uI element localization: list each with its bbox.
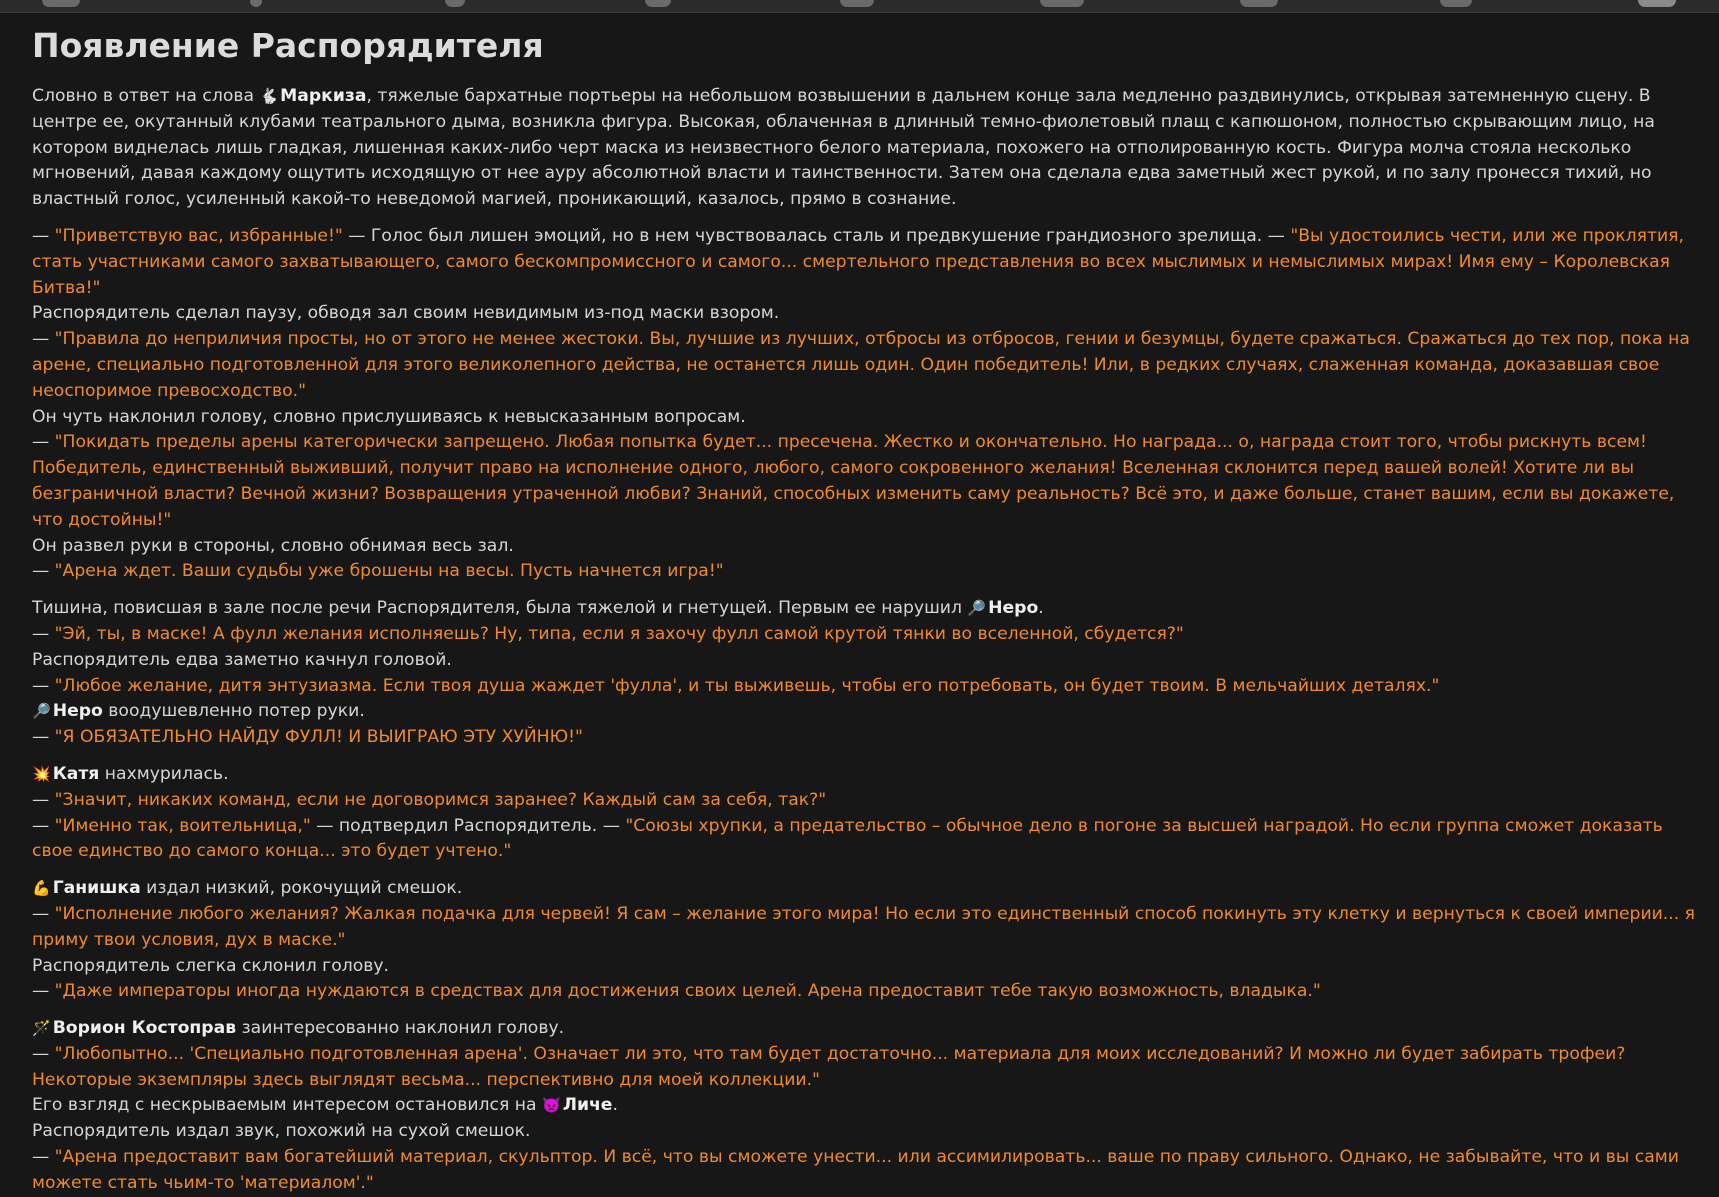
quote: "Даже императоры иногда нуждаются в средствах для достижения своих целей. Арена предоставит тебе такую возможность, владыка." xyxy=(54,981,1321,1002)
panel-icon[interactable] xyxy=(1040,0,1084,7)
character-name: Неро xyxy=(52,701,103,722)
narration: Распорядитель издал звук, похожий на сухой смешок. xyxy=(32,1121,531,1142)
katya-block: 💥 Катя нахмурилась. — "Значит, никаких команд, если не договоримся заранее? Каждый сам за себя, так?" — "Именно так, воительница," — подтвердил Распорядитель. — "Союзы хрупки, а предательство – обычное дело в погоне за высшей наградой. Но если группа сможет доказать свое единство до самого конца... это будет учтено." xyxy=(32,763,1663,862)
wand-emoji-icon: 🪄 xyxy=(32,1019,51,1038)
ganishka-block: 💪 Ганишка издал низкий, рокочущий смешок. — "Исполнение любого желания? Жалкая подачка для червей! Я сам – желание этого мира! Но если это единственный способ покинуть эту клетку и вернуться к своей империи... я приму твои условия, дух в маске." Распорядитель слегка склонил голову. — "Даже императоры иногда нуждаются в средствах для достижения своих целей. Арена предоставит тебе такую возможность, владыка." xyxy=(32,876,1704,1005)
chat-message xyxy=(32,20,1704,1197)
character-name: Неро xyxy=(988,598,1039,619)
narration: Он развел руки в стороны, словно обнимая весь зал. xyxy=(32,535,514,556)
narration: Распорядитель слегка склонил голову. xyxy=(32,955,389,976)
quote: "Правила до неприличия просты, но от этого не менее жестоки. Вы, лучшие из лучших, отбросы из отбросов, гении и безумцы, будете сражаться. Сражаться до тех пор, пока на арене, специально подготовленной для этого великолепного действа, не останется лишь один. Один победитель! Или, в редких случаях, слаженная команда, доказавшая свое неоспоримое превосходство." xyxy=(32,329,1690,401)
cubes-icon[interactable] xyxy=(840,0,874,7)
pin-icon[interactable] xyxy=(250,0,262,7)
intro-paragraph: Словно в ответ на слова 🐇 Маркиза, тяжелые бархатные портьеры на небольшом возвышении в дальнем конце зала медленно раздвинулись, открывая затемненную сцену. В центре ее, окутанный клубами театрального дыма, возникла фигура. Высокая, облаченная в длинный темно-фиолетовый плащ с капюшоном, полностью скрывающим лицо, на котором виднелась лишь гладкая, лишенная каких-либо черт маска из неизвестного белого материала, похожего на отполированную кость. Фигура молча стояла несколько мгновений, давая каждому ощутить исходящую от нее ауру абсолютной власти и таинственности. Затем она сделала едва заметный жест рукой, и по залу пронесся тихий, но властный голос, усиленный какой-то неведомой магией, проникающий, казалось, прямо в сознание. xyxy=(32,86,1655,210)
box-icon[interactable] xyxy=(1240,0,1278,7)
magnifier-emoji-icon: 🔎 xyxy=(967,599,987,618)
nero-block: Тишина, повисшая в зале после речи Распорядителя, была тяжелой и гнетущей. Первым ее нарушил 🔎 Неро. — "Эй, ты, в маске! А фулл желания исполняешь? Ну, типа, если я захочу фулл самой крутой тянки во вселенной, сбудется?" Распорядитель едва заметно качнул головой. — "Любое желание, дитя энтузиазма. Если твоя душа жаждет 'фулла', и ты выживешь, чтобы его потребовать, он будет твоим. В мельчайших деталях." 🔎 Неро воодушевленно потер руки. — "Я ОБЯЗАТЕЛЬНО НАЙДУ ФУЛЛ! И ВЫИГРАЮ ЭТУ ХУЙНЮ!" xyxy=(32,596,1704,751)
quote: "Приветствую вас, избранные!" xyxy=(54,225,343,246)
sliders-icon[interactable] xyxy=(42,0,80,7)
explosion-emoji-icon: 💥 xyxy=(32,764,51,783)
muscle-emoji-icon: 💪 xyxy=(32,879,51,898)
plug-icon[interactable] xyxy=(445,0,465,7)
character-name: Катя xyxy=(52,763,100,784)
quote: "Арена ждет. Ваши судьбы уже брошены на весы. Пусть начнется игра!" xyxy=(54,561,724,582)
narration: Он чуть наклонил голову, словно прислушиваясь к невысказанным вопросам. xyxy=(32,406,746,427)
top-toolbar xyxy=(0,0,1719,13)
narration: Распорядитель едва заметно качнул головой. xyxy=(32,649,452,670)
user-circle-icon[interactable] xyxy=(1440,0,1472,7)
quote: "Любопытно... 'Специально подготовленная арена'. Означает ли это, что там будет достаточно... материала для моих исследований? И можно ли будет забирать трофеи? Некоторые экземпляры здесь выглядят весьма... перспективно для моей коллекции." xyxy=(32,1043,1626,1090)
message-title: Появление Распорядителя xyxy=(32,26,544,65)
quote: "Эй, ты, в маске! А фулл желания исполняешь? Ну, типа, если я захочу фулл самой крутой тянки во вселенной, сбудется?" xyxy=(54,623,1184,644)
character-name: Ганишка xyxy=(52,878,141,899)
narration: Распорядитель сделал паузу, обводя зал своим невидимым из-под маски взором. xyxy=(32,303,780,324)
quote: "Любое желание, дитя энтузиазма. Если твоя душа жаждет 'фулла', и ты выживешь, чтобы его потребовать, он будет твоим. В мельчайших деталях." xyxy=(54,675,1440,696)
quote: "Союзы хрупки, а предательство – обычное дело в погоне за высшей наградой. Но если группа сможет доказать свое единство до самого конца... это будет учтено." xyxy=(32,815,1663,862)
quote: "Значит, никаких команд, если не договоримся заранее? Каждый сам за себя, так?" xyxy=(54,789,827,810)
quote: "Именно так, воительница," xyxy=(54,815,311,836)
speech-block: — "Приветствую вас, избранные!" — Голос был лишен эмоций, но в нем чувствовалась сталь и предвкушение грандиозного зрелища. — "Вы удостоились чести, или же проклятия, стать участниками самого захватывающего, самого бескомпромиссного и самого... смертельного представления во всех мыслимых и немыслимых мирах! Имя ему – Королевская Битва!" Распорядитель сделал паузу, обводя зал своим невидимым из-под маски взором. — "Правила до неприличия просты, но от этого не менее жестоки. Вы, лучшие из лучших, отбросы из отбросов, гении и безумцы, будете сражаться. Сражаться до тех пор, пока на арене, специально подготовленной для этого великолепного действа, не останется лишь один. Один победитель! Или, в редких случаях, слаженная команда, доказавшая свое неоспоримое превосходство." Он чуть наклонил голову, словно прислушиваясь к невысказанным вопросам. — "Покидать пределы арены категорически запрещено. Любая попытка будет... пресечена. Жестко и окончательно. Но награда... о, награда стоит того, чтобы рискнуть всем! Победитель, единственный выживший, получит право на исполнение одного, любого, самого сокровенного желания! Вселенная склонится перед вашей волей! Хотите ли вы безграничной власти? Вечной жизни? Возвращения утраченной любви? Знаний, способных изменить саму реальность? Всё это, и даже больше, станет вашим, если вы докажете, что достойны!" Он развел руки в стороны, словно обнимая весь зал. — "Арена ждет. Ваши судьбы уже брошены на весы. Пусть начнется игра!" xyxy=(32,224,1704,585)
rabbit-emoji-icon: 🐇 xyxy=(259,87,279,105)
magnifier-emoji-icon: 🔎 xyxy=(32,702,51,721)
quote: "Арена предоставит вам богатейший материал, скульптор. И всё, что вы сможете унести... или ассимилировать... ваше по праву сильного. Однако, не забывайте, что и вы сами можете стать чьим-то 'материалом'." xyxy=(32,1147,1679,1193)
quote: "Покидать пределы арены категорически запрещено. Любая попытка будет... пресечена. Жестко и окончательно. Но награда... о, награда стоит того, чтобы рискнуть всем! Победитель, единственный выживший, получит право на исполнение одного, любого, самого сокровенного желания! Вселенная склонится перед вашей волей! Хотите ли вы безграничной власти? Вечной жизни? Возвращения утраченной любви? Знаний, способных изменить саму реальность? Всё это, и даже больше, станет вашим, если вы докажете, что достойны!" xyxy=(32,432,1675,530)
vorion-block: 🪄 Ворион Костоправ заинтересованно наклонил голову. — "Любопытно... 'Специально подготовленная арена'. Означает ли это, что там будет достаточно... материала для моих исследований? И можно ли будет забирать трофеи? Некоторые экземпляры здесь выглядят весьма... перспективно для моей коллекции." Его взгляд с нескрываемым интересом остановился на 👿 Личе. Распорядитель издал звук, похожий на сухой смешок. — "Арена предоставит вам богатейший материал, скульптор. И всё, что вы сможете унести... или ассимилировать... ваше по праву сильного. Однако, не забывайте, что и вы сами можете стать чьим-то 'материалом'." xyxy=(32,1016,1704,1197)
menu-icon[interactable] xyxy=(1638,0,1676,7)
book-icon[interactable] xyxy=(645,0,671,7)
quote: "Исполнение любого желания? Жалкая подачка для червей! Я сам – желание этого мира! Но если это единственный способ покинуть эту клетку и вернуться к своей империи... я приму твои условия, дух в маске." xyxy=(32,903,1696,950)
quote: "Я ОБЯЗАТЕЛЬНО НАЙДУ ФУЛЛ! И ВЫИГРАЮ ЭТУ ХУЙНЮ!" xyxy=(54,727,583,748)
character-name: Ворион Костоправ xyxy=(52,1018,237,1039)
devil-emoji-icon: 👿 xyxy=(542,1096,561,1115)
character-name: Маркиза xyxy=(280,86,367,106)
character-name: Личе xyxy=(562,1095,613,1116)
quote: "Вы удостоились чести, или же проклятия, стать участниками самого захватывающего, самого бескомпромиссного и самого... смертельного представления во всех мыслимых и немыслимых мирах! Имя ему – Королевская Битва!" xyxy=(32,225,1684,298)
